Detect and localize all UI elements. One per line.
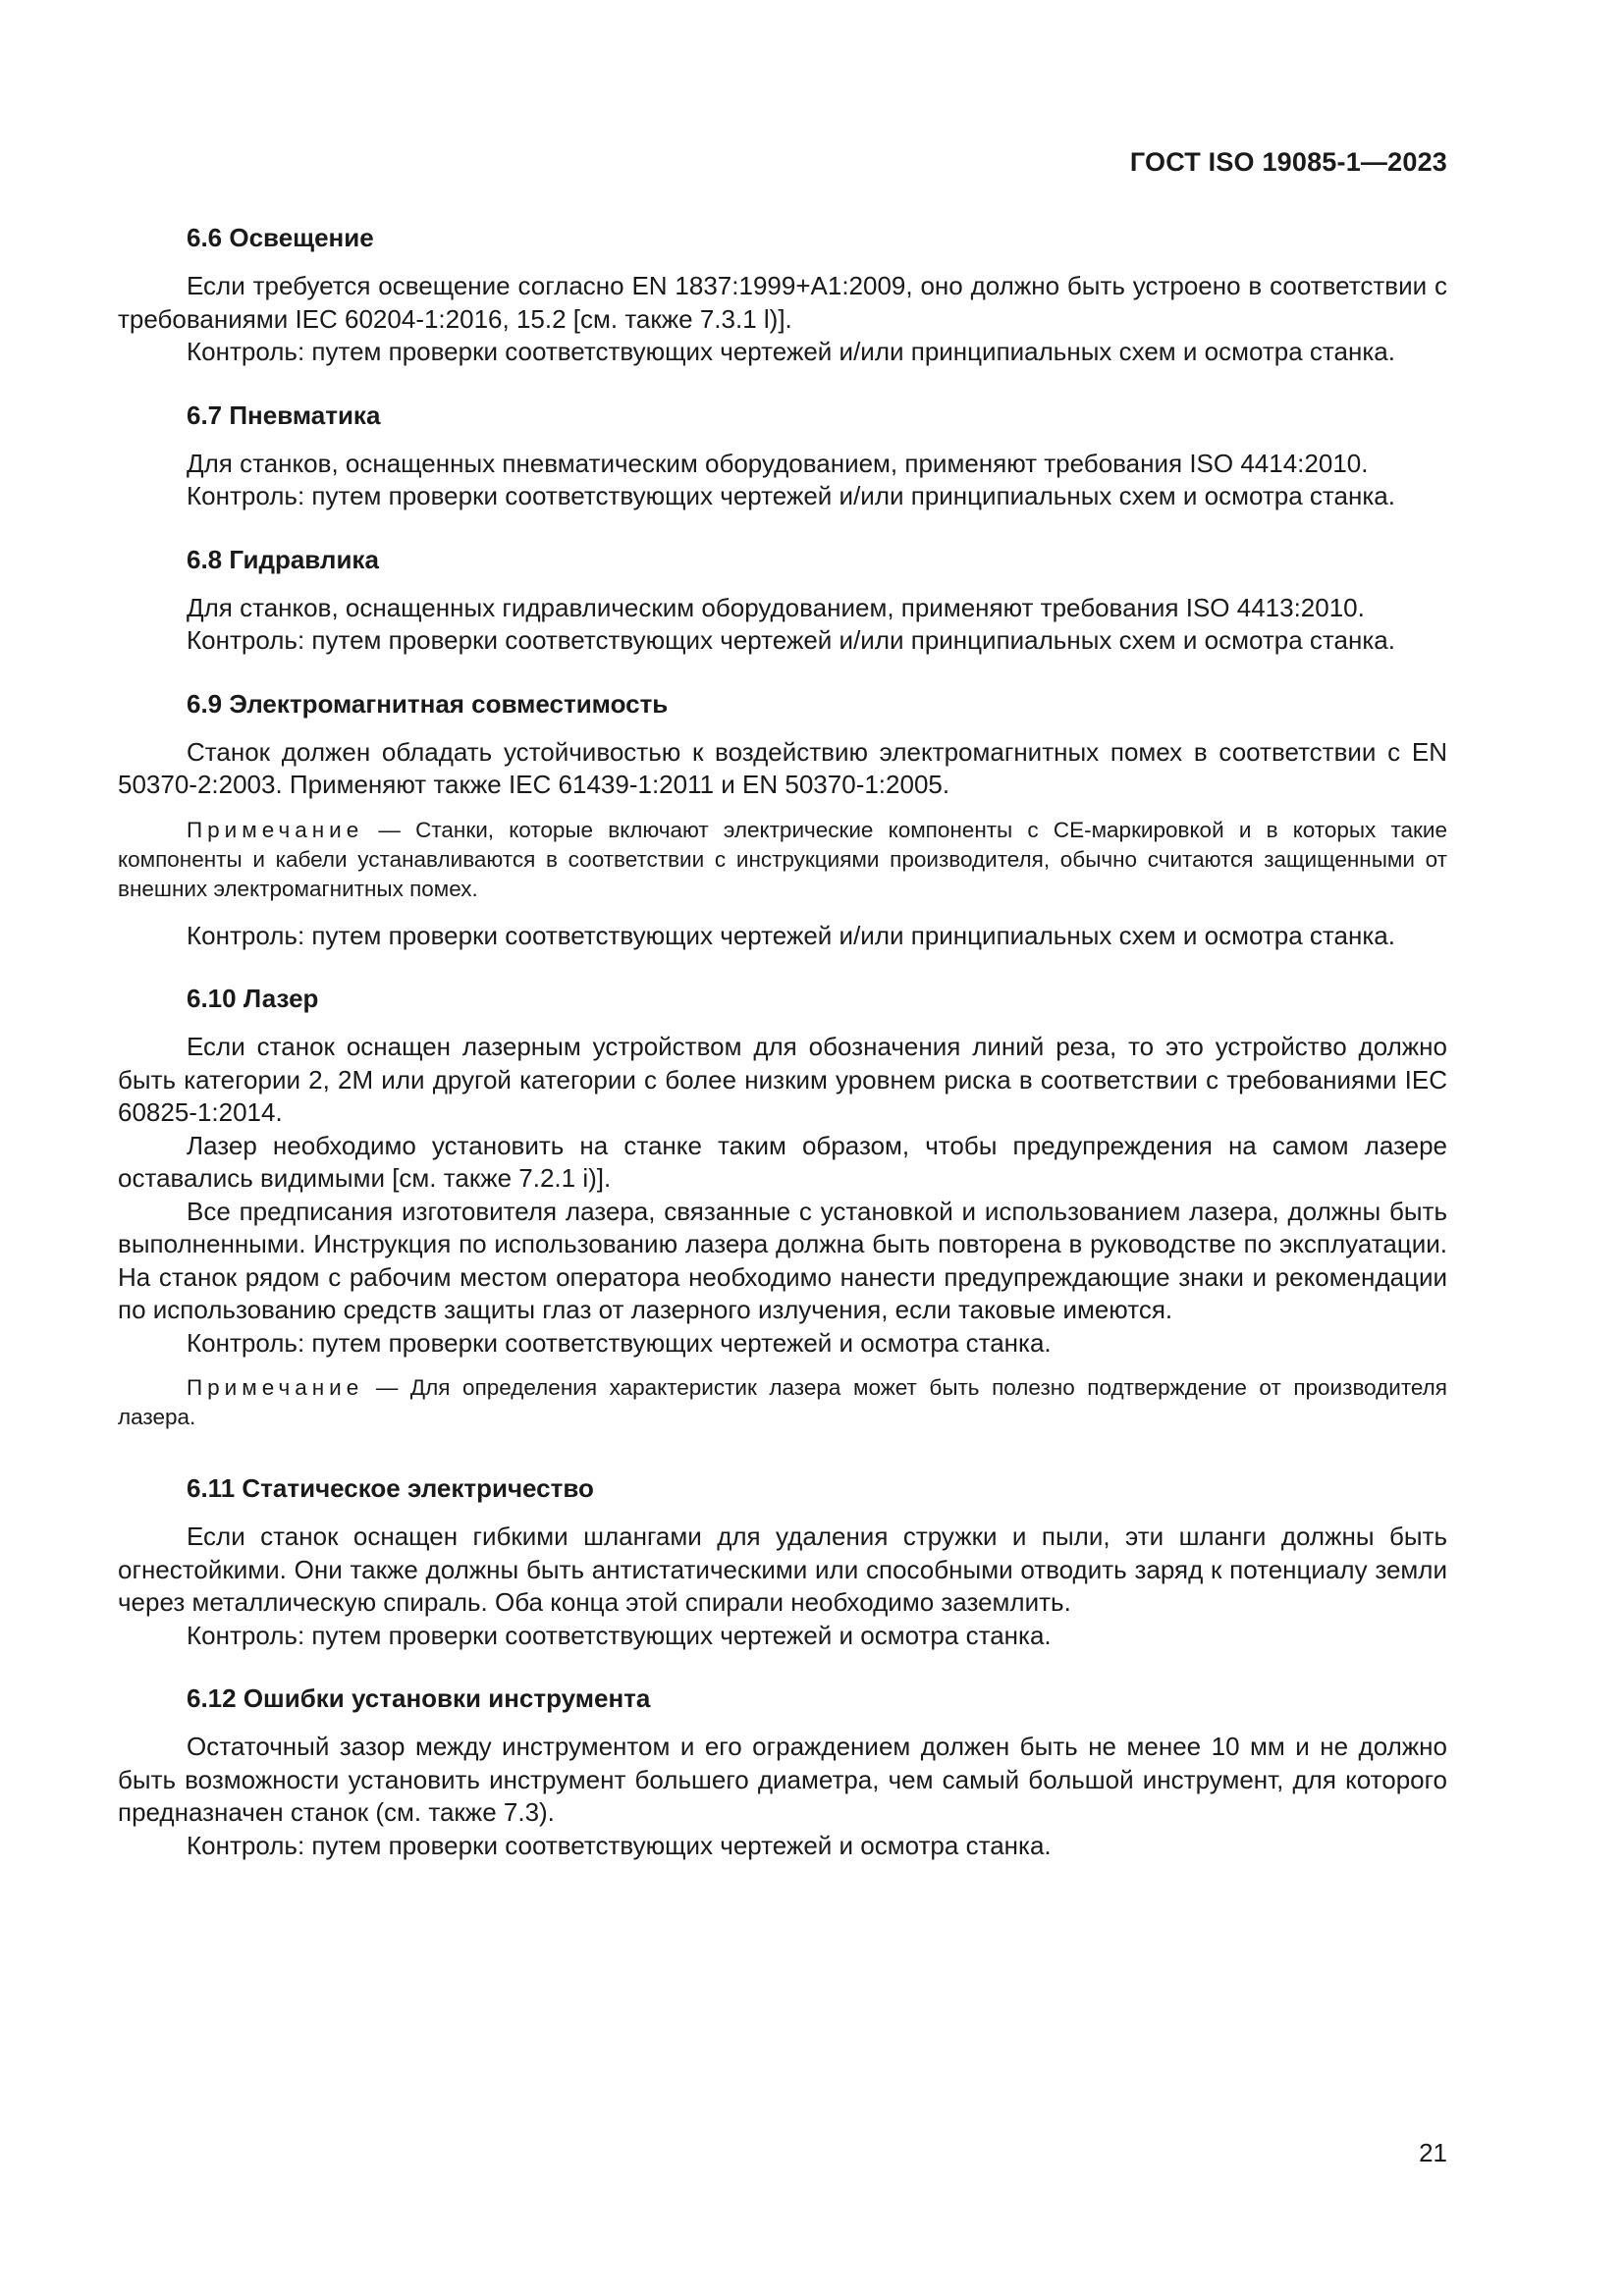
- note: [118, 816, 1447, 904]
- verification-paragraph: Контроль: путем проверки соответствующих чертежей и/или принципиальных схем и осмотра станка.: [187, 920, 1395, 950]
- note-dash: —: [378, 817, 401, 842]
- verification-paragraph: Контроль: путем проверки соответствующих чертежей и/или принципиальных схем и осмотра станка.: [187, 625, 1395, 655]
- note-dash: —: [375, 1375, 399, 1400]
- paragraph: Если станок оснащен лазерным устройством для обозначения линий реза, то это устройство должно быть категории 2, 2M или другой категории с более низким уровнем риска в соответствии с требованиями IEC 60825-1:2014.: [118, 1032, 1447, 1127]
- section-6-10-laser: [118, 982, 1447, 1432]
- section-heading: 6.10 Лазер: [187, 984, 319, 1013]
- section-heading: 6.8 Гидравлика: [187, 544, 379, 574]
- paragraph: Для станков, оснащенных пневматическим оборудованием, применяют требования ISO 4414:2010.: [187, 448, 1369, 478]
- note-text: Станки, которые включают электрические компоненты с CE-маркировкой и в которых такие компоненты и кабели устанавливаются в соответствии с инструкциями производителя, обычно считаются защищенными от внешних электромагнитных помех.: [118, 817, 1447, 901]
- note-text: Для определения характеристик лазера может быть полезно подтверждение от производителя лазера.: [118, 1375, 1447, 1429]
- paragraph: Если требуется освещение согласно EN 1837:1999+A1:2009, оно должно быть устроено в соответствии с требованиями IEC 60204-1:2016, 15.2 [см. также 7.3.1 l)].: [118, 271, 1447, 334]
- note: [118, 1373, 1447, 1432]
- section-heading: 6.12 Ошибки установки инструмента: [187, 1683, 651, 1713]
- section-heading: 6.9 Электромагнитная совместимость: [187, 688, 669, 719]
- section-heading: 6.6 Освещение: [187, 223, 374, 252]
- standard-designation: ГОСТ ISO 19085-1—2023: [1129, 147, 1447, 177]
- paragraph: Если станок оснащен гибкими шлангами для удаления стружки и пыли, эти шланги должны быть огнестойкими. Они также должны быть антистатическими или способными отводить заряд к потенциалу земли через металлическую спираль. Оба конца этой спирали необходимо заземлить.: [118, 1522, 1447, 1617]
- document-body: [118, 221, 1447, 1892]
- section-6-9-emc: [118, 687, 1447, 953]
- section-heading: 6.7 Пневматика: [187, 400, 381, 430]
- section-heading: 6.11 Статическое электричество: [187, 1473, 594, 1503]
- verification-paragraph: Контроль: путем проверки соответствующих чертежей и/или принципиальных схем и осмотра станка.: [187, 337, 1395, 366]
- paragraph: Лазер необходимо установить на станке таким образом, чтобы предупреждения на самом лазере оставались видимыми [см. также 7.2.1 i)].: [118, 1130, 1447, 1193]
- section-6-7-pneumatics: [118, 399, 1447, 513]
- page-number: 21: [1419, 2138, 1447, 2167]
- note-label: Примечание: [187, 817, 364, 842]
- paragraph: Все предписания изготовителя лазера, связанные с установкой и использованием лазера, должны быть выполненными. Инструкция по использованию лазера должна быть повторена в руководстве по эксплуатации. На станок рядом с рабочим местом оператора необходимо нанести предупреждающие знаки и рекомендации по использованию средств защиты глаз от лазерного излучения, если таковые имеются.: [118, 1196, 1447, 1324]
- section-6-12-tool-mounting-errors: [118, 1682, 1447, 1862]
- section-6-11-static-electricity: [118, 1471, 1447, 1652]
- verification-paragraph: Контроль: путем проверки соответствующих чертежей и осмотра станка.: [187, 1327, 1052, 1358]
- section-6-8-hydraulics: [118, 543, 1447, 658]
- paragraph: Для станков, оснащенных гидравлическим оборудованием, применяют требования ISO 4413:2010.: [187, 592, 1365, 622]
- verification-paragraph: Контроль: путем проверки соответствующих чертежей и осмотра станка.: [187, 1620, 1052, 1650]
- section-6-6-lighting: [118, 221, 1447, 369]
- paragraph: Остаточный зазор между инструментом и его ограждением должен быть не менее 10 мм и не должно быть возможности установить инструмент большего диаметра, чем самый большой инструмент, для которого предназначен станок (см. также 7.3).: [118, 1732, 1447, 1827]
- note-label: Примечание: [187, 1375, 364, 1400]
- verification-paragraph: Контроль: путем проверки соответствующих чертежей и/или принципиальных схем и осмотра станка.: [187, 481, 1395, 510]
- paragraph: Станок должен обладать устойчивостью к воздействию электромагнитных помех в соответствии с EN 50370-2:2003. Применяют также IEC 61439-1:2011 и EN 50370-1:2005.: [118, 736, 1447, 799]
- verification-paragraph: Контроль: путем проверки соответствующих чертежей и осмотра станка.: [187, 1830, 1052, 1860]
